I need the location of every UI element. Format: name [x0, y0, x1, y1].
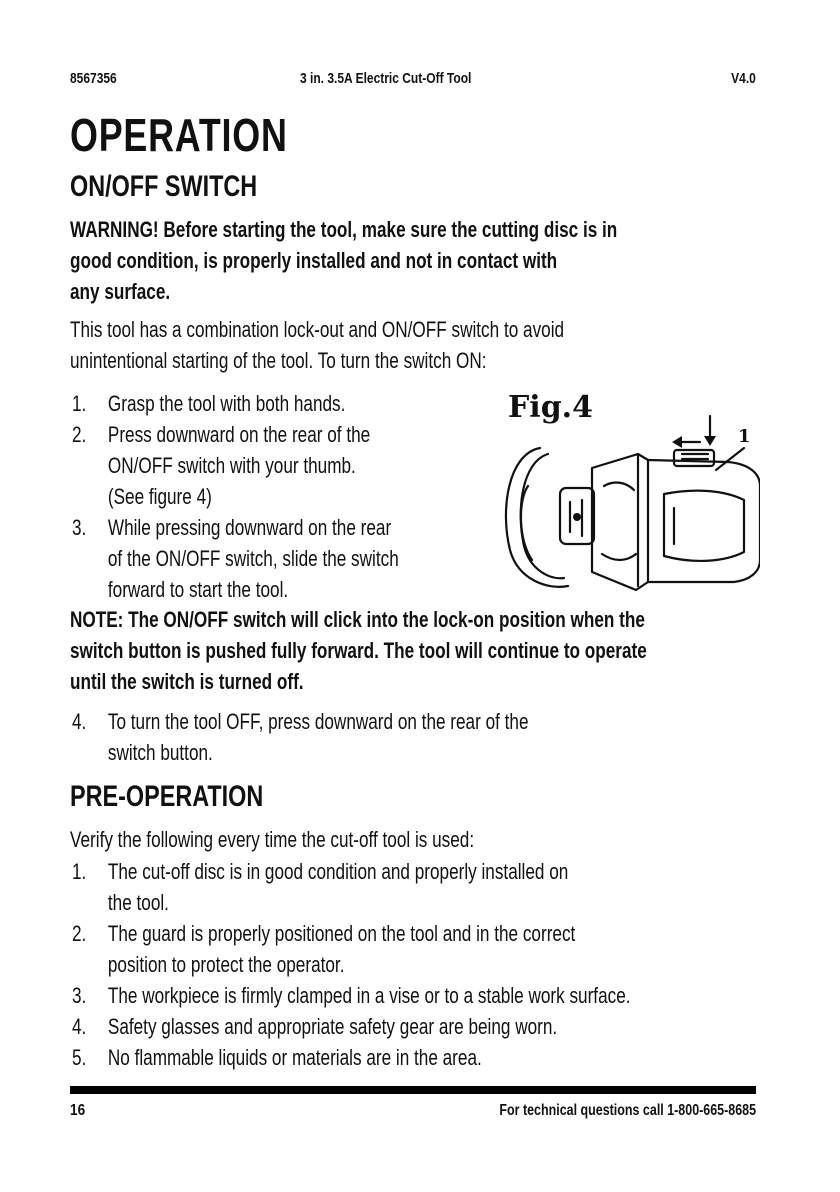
header-version: V4.0 [731, 70, 756, 87]
page-number: 16 [70, 1102, 86, 1119]
list-text: The guard is properly positioned on the tool and in the correct [107, 921, 576, 946]
list-item [72, 918, 631, 980]
list-item [72, 388, 399, 419]
cut-off-tool-illustration [488, 390, 760, 596]
list-text: Grasp the tool with both hands. [107, 391, 346, 416]
page-title: OPERATION [70, 109, 288, 161]
list-text: The workpiece is firmly clamped in a vise or to a stable work surface. [107, 983, 631, 1008]
list-text: While pressing downward on the rear [107, 515, 392, 540]
list-item [72, 980, 631, 1011]
switch-on-steps [72, 388, 399, 605]
list-number: 1. [72, 391, 87, 416]
note-line: until the switch is turned off. [70, 669, 304, 694]
figure-label: Fig.4 [508, 390, 593, 425]
intro-line: This tool has a combination lock-out and ON/OFF switch to avoid [70, 317, 565, 342]
header-part-number: 8567356 [70, 70, 117, 87]
list-number: 2. [72, 422, 87, 447]
list-item [72, 706, 529, 768]
note-line: switch button is pushed fully forward. The tool will continue to operate [70, 638, 647, 663]
note-paragraph [70, 604, 647, 697]
header-product-name: 3 in. 3.5A Electric Cut-Off Tool [300, 70, 472, 87]
warning-paragraph [70, 214, 617, 307]
list-number: 3. [72, 983, 87, 1008]
list-text: the tool. [107, 890, 169, 915]
list-text: position to protect the operator. [107, 952, 345, 977]
list-text: Safety glasses and appropriate safety gear are being worn. [107, 1014, 558, 1039]
pre-operation-intro: Verify the following every time the cut-off tool is used: [70, 827, 475, 852]
list-text: forward to start the tool. [107, 577, 289, 602]
intro-line: unintentional starting of the tool. To turn the switch ON: [70, 348, 487, 373]
list-number: 4. [72, 1014, 87, 1039]
section-heading-on-off-switch: ON/OFF SWITCH [70, 170, 258, 203]
footer-divider [70, 1086, 756, 1094]
intro-paragraph [70, 314, 564, 376]
list-item [72, 419, 399, 512]
list-number: 2. [72, 921, 87, 946]
list-item [72, 512, 399, 605]
warning-line: WARNING! Before starting the tool, make sure the cutting disc is in [70, 217, 618, 242]
list-text: To turn the tool OFF, press downward on the rear of the [107, 709, 529, 734]
list-text: ON/OFF switch with your thumb. [107, 453, 356, 478]
list-number: 4. [72, 709, 87, 734]
list-item [72, 856, 631, 918]
note-line: NOTE: The ON/OFF switch will click into the lock-on position when the [70, 607, 645, 632]
warning-line: good condition, is properly installed and not in contact with [70, 248, 558, 273]
support-phone: For technical questions call 1-800-665-8685 [499, 1102, 756, 1119]
list-number: 1. [72, 859, 87, 884]
figure-4 [488, 390, 760, 596]
list-text: Press downward on the rear of the [107, 422, 371, 447]
pre-operation-checklist [72, 856, 631, 1073]
figure-callout-number: 1 [738, 426, 751, 447]
list-item [72, 1011, 631, 1042]
list-item [72, 1042, 631, 1073]
list-text: switch button. [107, 740, 213, 765]
list-text: of the ON/OFF switch, slide the switch [107, 546, 399, 571]
warning-line: any surface. [70, 279, 171, 304]
list-number: 5. [72, 1045, 87, 1070]
list-text: No flammable liquids or materials are in the area. [107, 1045, 482, 1070]
switch-off-steps [72, 706, 529, 768]
list-text: The cut-off disc is in good condition and properly installed on [107, 859, 569, 884]
section-heading-pre-operation: PRE-OPERATION [70, 780, 264, 813]
list-text: (See figure 4) [107, 484, 212, 509]
list-number: 3. [72, 515, 87, 540]
